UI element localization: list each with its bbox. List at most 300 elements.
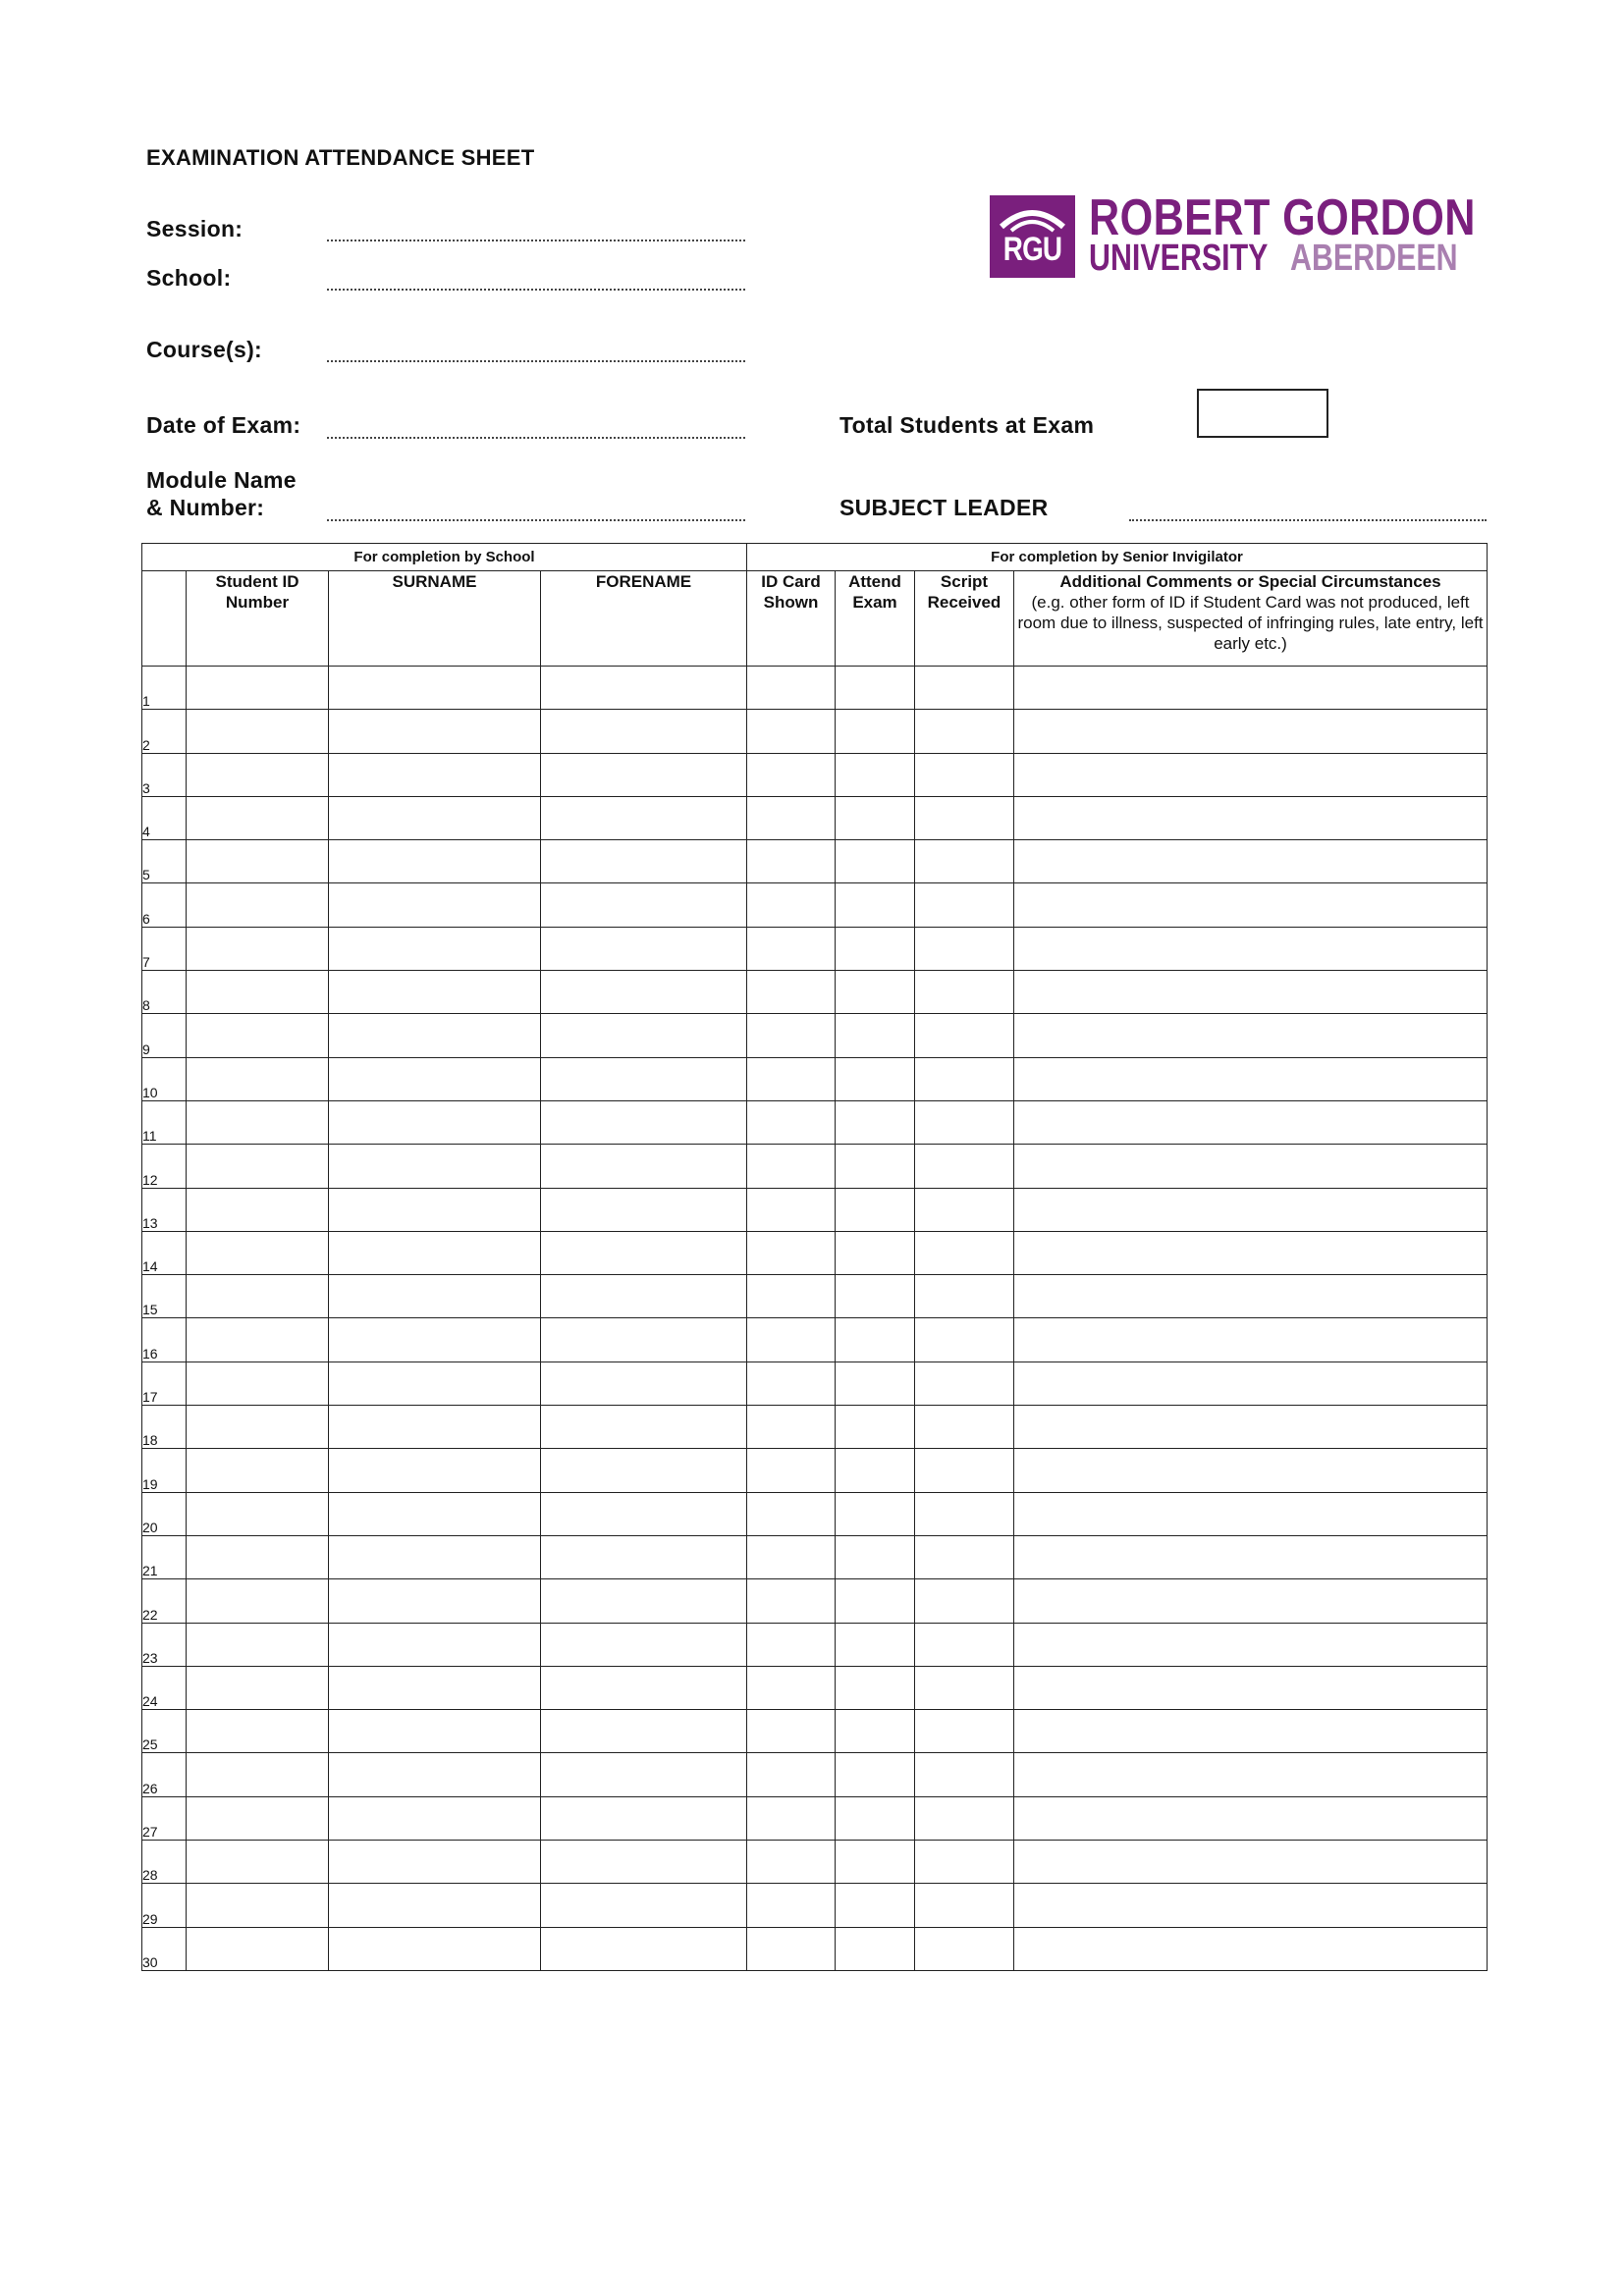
student-id-cell[interactable] [187, 1014, 329, 1057]
script-cell[interactable] [915, 1753, 1014, 1796]
row-number: 6 [142, 883, 187, 927]
subject-leader-field[interactable] [1129, 519, 1487, 521]
comments-cell[interactable] [1014, 1492, 1488, 1535]
surname-cell[interactable] [329, 971, 541, 1014]
student-id-cell[interactable] [187, 1057, 329, 1100]
script-cell[interactable] [915, 927, 1014, 970]
comments-cell[interactable] [1014, 1100, 1488, 1144]
surname-cell[interactable] [329, 1362, 541, 1405]
row-number: 1 [142, 667, 187, 710]
comments-cell[interactable] [1014, 1188, 1488, 1231]
id-card-cell[interactable] [747, 1275, 836, 1318]
id-card-cell[interactable] [747, 1100, 836, 1144]
surname-cell[interactable] [329, 1449, 541, 1492]
table-row [142, 1927, 1488, 1970]
student-id-cell[interactable] [187, 1145, 329, 1188]
table-row [142, 1318, 1488, 1362]
row-number: 27 [142, 1796, 187, 1840]
attendance-table [141, 543, 1488, 1971]
attend-cell[interactable] [836, 667, 915, 710]
comments-cell[interactable] [1014, 1710, 1488, 1753]
script-cell[interactable] [915, 1057, 1014, 1100]
id-card-cell[interactable] [747, 1535, 836, 1578]
row-number: 11 [142, 1100, 187, 1144]
id-card-cell[interactable] [747, 1884, 836, 1927]
student-id-cell[interactable] [187, 1666, 329, 1709]
header-surname: SURNAME [329, 571, 541, 667]
surname-cell[interactable] [329, 1231, 541, 1274]
attend-cell[interactable] [836, 1145, 915, 1188]
comments-cell[interactable] [1014, 840, 1488, 883]
courses-label: Course(s): [146, 337, 263, 362]
script-cell[interactable] [915, 1100, 1014, 1144]
surname-cell[interactable] [329, 1753, 541, 1796]
id-card-cell[interactable] [747, 1753, 836, 1796]
surname-cell[interactable] [329, 1579, 541, 1623]
surname-cell[interactable] [329, 753, 541, 796]
student-id-cell[interactable] [187, 1841, 329, 1884]
surname-cell[interactable] [329, 667, 541, 710]
student-id-cell[interactable] [187, 667, 329, 710]
script-cell[interactable] [915, 971, 1014, 1014]
id-card-cell[interactable] [747, 1145, 836, 1188]
comments-cell[interactable] [1014, 1145, 1488, 1188]
student-id-cell[interactable] [187, 1492, 329, 1535]
student-id-cell[interactable] [187, 1796, 329, 1840]
table-row [142, 1406, 1488, 1449]
forename-cell[interactable] [541, 1449, 747, 1492]
header-forename: FORENAME [541, 571, 747, 667]
script-cell[interactable] [915, 1406, 1014, 1449]
forename-cell[interactable] [541, 1406, 747, 1449]
attend-cell[interactable] [836, 1579, 915, 1623]
student-id-cell[interactable] [187, 710, 329, 753]
id-card-cell[interactable] [747, 1231, 836, 1274]
row-number: 28 [142, 1841, 187, 1884]
script-cell[interactable] [915, 753, 1014, 796]
id-card-cell[interactable] [747, 753, 836, 796]
surname-cell[interactable] [329, 1014, 541, 1057]
header-row-number [142, 571, 187, 667]
id-card-cell[interactable] [747, 1796, 836, 1840]
forename-cell[interactable] [541, 1231, 747, 1274]
script-cell[interactable] [915, 883, 1014, 927]
id-card-cell[interactable] [747, 1406, 836, 1449]
attend-cell[interactable] [836, 1231, 915, 1274]
script-cell[interactable] [915, 1710, 1014, 1753]
forename-cell[interactable] [541, 1841, 747, 1884]
attend-cell[interactable] [836, 1318, 915, 1362]
student-id-cell[interactable] [187, 1318, 329, 1362]
student-id-cell[interactable] [187, 1100, 329, 1144]
surname-cell[interactable] [329, 840, 541, 883]
attend-cell[interactable] [836, 1406, 915, 1449]
attend-cell[interactable] [836, 1449, 915, 1492]
header-attend [836, 571, 915, 667]
row-number: 25 [142, 1710, 187, 1753]
comments-cell[interactable] [1014, 1927, 1488, 1970]
attend-cell[interactable] [836, 1623, 915, 1666]
table-row [142, 1753, 1488, 1796]
forename-cell[interactable] [541, 1492, 747, 1535]
forename-cell[interactable] [541, 1535, 747, 1578]
script-cell[interactable] [915, 1535, 1014, 1578]
surname-cell[interactable] [329, 1927, 541, 1970]
comments-cell[interactable] [1014, 1406, 1488, 1449]
table-row [142, 1579, 1488, 1623]
table-row [142, 1492, 1488, 1535]
attend-cell[interactable] [836, 1841, 915, 1884]
script-cell[interactable] [915, 1884, 1014, 1927]
surname-cell[interactable] [329, 1406, 541, 1449]
forename-cell[interactable] [541, 796, 747, 839]
script-cell[interactable] [915, 840, 1014, 883]
comments-cell[interactable] [1014, 710, 1488, 753]
surname-cell[interactable] [329, 710, 541, 753]
row-number: 24 [142, 1666, 187, 1709]
student-id-cell[interactable] [187, 1753, 329, 1796]
section-school: For completion by School [142, 544, 747, 571]
row-number: 2 [142, 710, 187, 753]
total-students-box[interactable] [1197, 389, 1328, 438]
id-card-cell[interactable] [747, 1318, 836, 1362]
comments-cell[interactable] [1014, 1623, 1488, 1666]
attend-cell[interactable] [836, 753, 915, 796]
id-card-cell[interactable] [747, 1710, 836, 1753]
id-card-cell[interactable] [747, 1362, 836, 1405]
id-card-cell[interactable] [747, 1449, 836, 1492]
surname-cell[interactable] [329, 1796, 541, 1840]
surname-cell[interactable] [329, 1188, 541, 1231]
comments-cell[interactable] [1014, 1579, 1488, 1623]
forename-cell[interactable] [541, 1014, 747, 1057]
forename-cell[interactable] [541, 971, 747, 1014]
id-card-cell[interactable] [747, 1492, 836, 1535]
comments-cell[interactable] [1014, 796, 1488, 839]
forename-cell[interactable] [541, 710, 747, 753]
student-id-cell[interactable] [187, 1535, 329, 1578]
script-cell[interactable] [915, 710, 1014, 753]
comments-cell[interactable] [1014, 1014, 1488, 1057]
section-invigilator: For completion by Senior Invigilator [747, 544, 1488, 571]
comments-cell[interactable] [1014, 971, 1488, 1014]
table-row [142, 1623, 1488, 1666]
row-number: 10 [142, 1057, 187, 1100]
header-script [915, 571, 1014, 667]
student-id-cell[interactable] [187, 1579, 329, 1623]
forename-cell[interactable] [541, 1275, 747, 1318]
forename-cell[interactable] [541, 1579, 747, 1623]
table-row [142, 1100, 1488, 1144]
row-number: 8 [142, 971, 187, 1014]
attend-cell[interactable] [836, 927, 915, 970]
attend-cell[interactable] [836, 710, 915, 753]
attend-cell[interactable] [836, 1275, 915, 1318]
row-number: 5 [142, 840, 187, 883]
script-cell[interactable] [915, 1841, 1014, 1884]
university-logo [990, 189, 1476, 281]
attend-cell[interactable] [836, 1014, 915, 1057]
attend-cell[interactable] [836, 1100, 915, 1144]
forename-cell[interactable] [541, 883, 747, 927]
comments-cell[interactable] [1014, 927, 1488, 970]
attend-cell[interactable] [836, 1796, 915, 1840]
table-row [142, 1666, 1488, 1709]
row-number: 19 [142, 1449, 187, 1492]
student-id-cell[interactable] [187, 1275, 329, 1318]
forename-cell[interactable] [541, 1884, 747, 1927]
table-row [142, 710, 1488, 753]
student-id-cell[interactable] [187, 1231, 329, 1274]
row-number: 15 [142, 1275, 187, 1318]
table-row [142, 1841, 1488, 1884]
id-card-cell[interactable] [747, 1057, 836, 1100]
student-id-cell[interactable] [187, 1188, 329, 1231]
attend-cell[interactable] [836, 840, 915, 883]
id-card-cell[interactable] [747, 927, 836, 970]
attend-cell[interactable] [836, 1188, 915, 1231]
surname-cell[interactable] [329, 1492, 541, 1535]
comments-cell[interactable] [1014, 1057, 1488, 1100]
comments-cell[interactable] [1014, 753, 1488, 796]
row-number: 7 [142, 927, 187, 970]
comments-cell[interactable] [1014, 1753, 1488, 1796]
script-cell[interactable] [915, 1231, 1014, 1274]
table-row [142, 1145, 1488, 1188]
id-card-cell[interactable] [747, 1188, 836, 1231]
attend-cell[interactable] [836, 1666, 915, 1709]
total-students-label: Total Students at Exam [839, 412, 1095, 438]
attend-cell[interactable] [836, 1884, 915, 1927]
forename-cell[interactable] [541, 1796, 747, 1840]
script-cell[interactable] [915, 1579, 1014, 1623]
table-row [142, 1057, 1488, 1100]
surname-cell[interactable] [329, 796, 541, 839]
subject-leader-label: SUBJECT LEADER [839, 495, 1049, 520]
student-id-cell[interactable] [187, 796, 329, 839]
id-card-cell[interactable] [747, 1014, 836, 1057]
forename-cell[interactable] [541, 927, 747, 970]
row-number: 14 [142, 1231, 187, 1274]
student-id-cell[interactable] [187, 1406, 329, 1449]
surname-cell[interactable] [329, 1145, 541, 1188]
courses-field[interactable] [327, 360, 745, 362]
header-student-id-line1: Student ID [215, 572, 299, 591]
student-id-cell[interactable] [187, 883, 329, 927]
script-cell[interactable] [915, 1318, 1014, 1362]
header-attend-line2: Exam [852, 593, 897, 612]
comments-cell[interactable] [1014, 1535, 1488, 1578]
date-of-exam-label: Date of Exam: [146, 412, 301, 438]
id-card-cell[interactable] [747, 1623, 836, 1666]
row-number: 20 [142, 1492, 187, 1535]
date-of-exam-field[interactable] [327, 437, 745, 439]
script-cell[interactable] [915, 796, 1014, 839]
student-id-cell[interactable] [187, 1623, 329, 1666]
script-cell[interactable] [915, 667, 1014, 710]
surname-cell[interactable] [329, 1275, 541, 1318]
surname-cell[interactable] [329, 1623, 541, 1666]
script-cell[interactable] [915, 1623, 1014, 1666]
school-field[interactable] [327, 289, 745, 291]
surname-cell[interactable] [329, 883, 541, 927]
comments-cell[interactable] [1014, 1666, 1488, 1709]
forename-cell[interactable] [541, 753, 747, 796]
table-row [142, 796, 1488, 839]
script-cell[interactable] [915, 1492, 1014, 1535]
row-number: 23 [142, 1623, 187, 1666]
logo-line1: ROBERT GORDON [1089, 189, 1476, 246]
student-id-cell[interactable] [187, 1362, 329, 1405]
row-number: 4 [142, 796, 187, 839]
comments-cell[interactable] [1014, 667, 1488, 710]
forename-cell[interactable] [541, 1145, 747, 1188]
script-cell[interactable] [915, 1666, 1014, 1709]
session-field[interactable] [327, 240, 745, 241]
forename-cell[interactable] [541, 1753, 747, 1796]
row-number: 17 [142, 1362, 187, 1405]
id-card-cell[interactable] [747, 883, 836, 927]
header-attend-line1: Attend [848, 572, 901, 591]
attend-cell[interactable] [836, 1710, 915, 1753]
comments-cell[interactable] [1014, 1449, 1488, 1492]
surname-cell[interactable] [329, 1710, 541, 1753]
table-row [142, 1014, 1488, 1057]
surname-cell[interactable] [329, 1100, 541, 1144]
module-number-label: & Number: [146, 495, 265, 520]
comments-cell[interactable] [1014, 883, 1488, 927]
id-card-cell[interactable] [747, 1666, 836, 1709]
row-number: 21 [142, 1535, 187, 1578]
forename-cell[interactable] [541, 1057, 747, 1100]
header-id-card-line2: Shown [763, 593, 819, 612]
script-cell[interactable] [915, 1796, 1014, 1840]
header-student-id-line2: Number [225, 593, 290, 612]
script-cell[interactable] [915, 1275, 1014, 1318]
surname-cell[interactable] [329, 1318, 541, 1362]
surname-cell[interactable] [329, 1841, 541, 1884]
surname-cell[interactable] [329, 1057, 541, 1100]
surname-cell[interactable] [329, 1666, 541, 1709]
id-card-cell[interactable] [747, 796, 836, 839]
school-label: School: [146, 265, 232, 291]
page-title: EXAMINATION ATTENDANCE SHEET [146, 145, 535, 170]
student-id-cell[interactable] [187, 971, 329, 1014]
table-row [142, 927, 1488, 970]
module-name-label: Module Name [146, 467, 297, 493]
forename-cell[interactable] [541, 1188, 747, 1231]
id-card-cell[interactable] [747, 971, 836, 1014]
attend-cell[interactable] [836, 883, 915, 927]
row-number: 30 [142, 1927, 187, 1970]
comments-cell[interactable] [1014, 1884, 1488, 1927]
surname-cell[interactable] [329, 1535, 541, 1578]
row-number: 29 [142, 1884, 187, 1927]
script-cell[interactable] [915, 1449, 1014, 1492]
forename-cell[interactable] [541, 1362, 747, 1405]
table-row [142, 1449, 1488, 1492]
id-card-cell[interactable] [747, 1579, 836, 1623]
row-number: 16 [142, 1318, 187, 1362]
surname-cell[interactable] [329, 1884, 541, 1927]
script-cell[interactable] [915, 1145, 1014, 1188]
logo-rgu-text: RGU [1002, 231, 1062, 268]
student-id-cell[interactable] [187, 1710, 329, 1753]
script-cell[interactable] [915, 1362, 1014, 1405]
table-row [142, 753, 1488, 796]
forename-cell[interactable] [541, 840, 747, 883]
script-cell[interactable] [915, 1014, 1014, 1057]
forename-cell[interactable] [541, 1318, 747, 1362]
forename-cell[interactable] [541, 1666, 747, 1709]
surname-cell[interactable] [329, 927, 541, 970]
comments-cell[interactable] [1014, 1841, 1488, 1884]
student-id-cell[interactable] [187, 1884, 329, 1927]
attend-cell[interactable] [836, 1535, 915, 1578]
row-number: 26 [142, 1753, 187, 1796]
table-row [142, 1535, 1488, 1578]
id-card-cell[interactable] [747, 840, 836, 883]
module-field[interactable] [327, 519, 745, 521]
forename-cell[interactable] [541, 1623, 747, 1666]
student-id-cell[interactable] [187, 1927, 329, 1970]
column-header-row [142, 571, 1488, 667]
row-number: 22 [142, 1579, 187, 1623]
id-card-cell[interactable] [747, 1927, 836, 1970]
table-row [142, 1884, 1488, 1927]
student-id-cell[interactable] [187, 1449, 329, 1492]
forename-cell[interactable] [541, 667, 747, 710]
table-row [142, 1362, 1488, 1405]
attend-cell[interactable] [836, 971, 915, 1014]
logo-line2-aberdeen: ABERDEEN [1290, 238, 1458, 279]
student-id-cell[interactable] [187, 927, 329, 970]
script-cell[interactable] [915, 1927, 1014, 1970]
table-row [142, 1710, 1488, 1753]
student-id-cell[interactable] [187, 840, 329, 883]
logo-line2-university: UNIVERSITY [1089, 238, 1269, 279]
comments-cell[interactable] [1014, 1318, 1488, 1362]
comments-cell[interactable] [1014, 1362, 1488, 1405]
header-comments [1014, 571, 1488, 667]
comments-cell[interactable] [1014, 1275, 1488, 1318]
attend-cell[interactable] [836, 1492, 915, 1535]
attend-cell[interactable] [836, 1927, 915, 1970]
row-number: 9 [142, 1014, 187, 1057]
id-card-cell[interactable] [747, 667, 836, 710]
student-id-cell[interactable] [187, 753, 329, 796]
id-card-cell[interactable] [747, 710, 836, 753]
id-card-cell[interactable] [747, 1841, 836, 1884]
forename-cell[interactable] [541, 1710, 747, 1753]
row-number: 3 [142, 753, 187, 796]
attend-cell[interactable] [836, 1362, 915, 1405]
header-comments-note: (e.g. other form of ID if Student Card was not produced, left room due to illness, suspected of infringing rules, late entry, left early etc.) [1017, 593, 1484, 653]
comments-cell[interactable] [1014, 1796, 1488, 1840]
forename-cell[interactable] [541, 1927, 747, 1970]
table-row [142, 667, 1488, 710]
header-student-id [187, 571, 329, 667]
attend-cell[interactable] [836, 796, 915, 839]
forename-cell[interactable] [541, 1100, 747, 1144]
script-cell[interactable] [915, 1188, 1014, 1231]
header-id-card-line1: ID Card [761, 572, 821, 591]
table-row [142, 971, 1488, 1014]
comments-cell[interactable] [1014, 1231, 1488, 1274]
attend-cell[interactable] [836, 1057, 915, 1100]
attend-cell[interactable] [836, 1753, 915, 1796]
table-row [142, 840, 1488, 883]
